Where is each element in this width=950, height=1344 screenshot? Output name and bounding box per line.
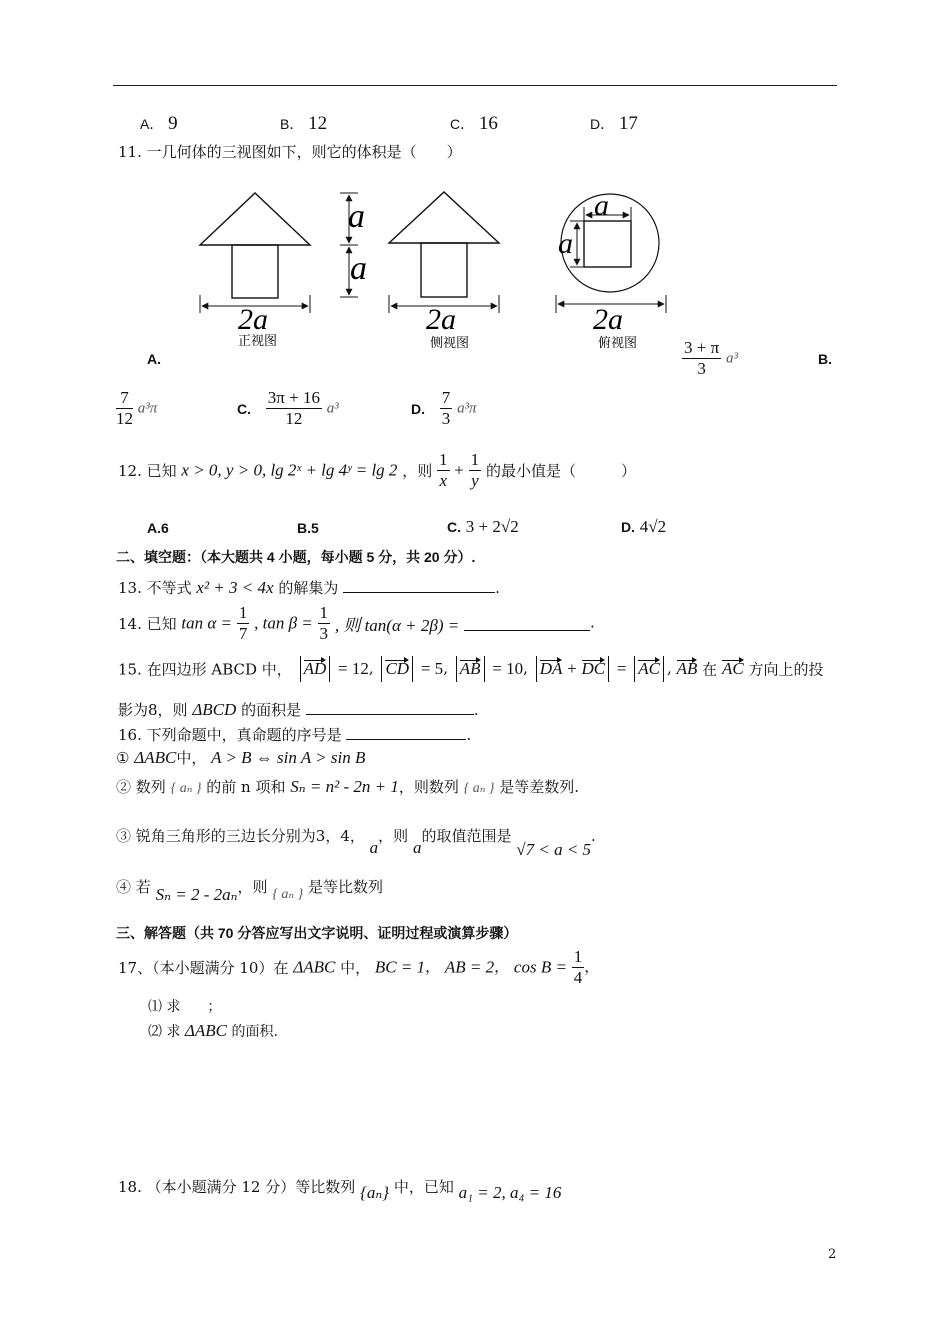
section3-title: 三、解答题（共 70 分答应写出文字说明、证明过程或演算步骤） [116,925,518,941]
q11-option-c: C. $\frac{3\pi + 16}{12}$ a³ [237,388,339,428]
crescent-symbol-icon [185,999,203,1015]
side-view-label: 侧视图 [430,335,470,350]
q18-stem: 18. （本小题满分 12 分）等比数列 {aₙ} 中，已知 a₁ = 2, a₄ = 16 [118,1178,562,1202]
q12-stem: 12. 已知 x > 0, y > 0, lg 2ˣ + lg 4ʸ = lg 2 ，则 $\frac{1}{x}$ + $\frac{1}{y}$ 的最小值是（ ） [118,450,636,490]
q12-option-c: C. 3 + 2√2 [447,517,519,536]
q16-item-4: ④ 若 Sₙ = 2 - 2aₙ，则 { aₙ } 是等比数列 [116,878,383,904]
q16-answer-blank[interactable] [346,725,466,740]
q14-fraction-1: $\frac{1}{7}$ [238,603,248,643]
q12-option-a: A.6 [147,520,169,536]
q12-fraction-x: $\frac{1}{x}$ [439,450,448,490]
q11-option-a: $\frac{3 + \pi}{3}$ a³ [684,338,738,378]
q15-answer-blank[interactable] [306,700,474,715]
q14-fraction-2: $\frac{1}{3}$ [319,603,329,643]
q16-stem: 16. 下列命题中，真命题的序号是 . [118,726,472,744]
q17-part-2: ⑵ 求 ΔABC 的面积. [148,1021,278,1040]
q16-item-2: ② 数列 { aₙ } 的前 n 项和 Sₙ = n² - 2n + 1，则数列 { aₙ } 是等差数列. [116,777,580,796]
q13: 13. 不等式 x² + 3 < 4x 的解集为 . [118,578,500,597]
q17-cos-fraction: $\frac{1}{4}$ [573,947,583,987]
q10-option-d: D． 17 [590,113,638,134]
height-label-top: a [348,198,365,235]
q10-option-a: A． 9 [140,113,178,134]
q11-option-d-fraction: $\frac{7}{3}$ [441,388,451,428]
q15-line1: 15. 在四边形 ABCD 中， AD = 12, CD = 5, AB = 10, DA + DC = AC , AB 在 AC 方向上的投 [118,656,823,682]
q12-fraction-y: $\frac{1}{y}$ [470,450,480,490]
top-width-label: 2a [593,303,623,336]
top-view-label: 俯视图 [598,335,638,350]
q10-option-b: B． 12 [280,113,328,134]
q11-option-d: D. $\frac{7}{3}$ a³π [411,388,477,428]
q11-stem: 11. 一几何体的三视图如下，则它的体积是（ ） [118,143,462,161]
q12-condition: x > 0, y > 0, lg 2ˣ + lg 4ʸ = lg 2 [181,460,398,480]
top-view [556,189,666,350]
front-width-label: 2a [238,303,268,336]
height-label-bottom: a [350,250,367,287]
q17-part-1: ⑴ 求 ； [148,999,222,1015]
side-view [389,192,499,350]
q11-option-a-label: A. [147,351,161,367]
q17-stem: 17、（本小题满分 10）在 ΔABC 中， BC = 1， AB = 2， cos B = $\frac{1}{4}$ ， [118,947,600,987]
three-view-figure [190,185,690,355]
q10-option-c: C． 16 [450,113,498,134]
q11-option-b-fraction: $\frac{7}{12}$ [116,388,133,428]
top-square-width-label: a [594,189,609,222]
q11-option-b: $\frac{7}{12}$ a³π [116,388,158,428]
q11-option-b-label: B. [818,351,832,367]
q11-option-a-fraction: $\frac{3 + \pi}{3}$ [684,338,720,378]
section2-title: 二、填空题：（本大题共 4 小题，每小题 5 分，共 20 分）. [116,549,476,565]
q15-line2: 影为8，则 ΔBCD 的面积是 . [118,700,479,719]
top-square-height-label: a [558,227,573,260]
q14: 14. 已知 tan α = $\frac{1}{7}$ , tan β = $\frac{1}{3}$ , 则 tan(α + 2β) = . [118,603,595,643]
front-view-label: 正视图 [238,333,278,348]
side-width-label: 2a [426,303,456,336]
q11-option-c-fraction: $\frac{3\pi + 16}{12}$ [267,388,320,428]
page-number: 2 [828,1247,837,1262]
q16-item-3: ③ 锐角三角形的三边长分别为3，4， a，则 a的取值范围是 √7 < a < 5. [116,827,596,859]
q13-answer-blank[interactable] [343,578,495,593]
q16-item-1: ① ΔABC中， A > B ⇔ sin A > sin B [116,748,366,767]
q12-option-b: B.5 [297,520,319,536]
height-dimension [340,193,367,297]
q12-option-d: D. 4√2 [621,517,667,536]
header-rule [113,85,837,86]
front-view [200,193,310,348]
q14-answer-blank[interactable] [464,616,590,631]
